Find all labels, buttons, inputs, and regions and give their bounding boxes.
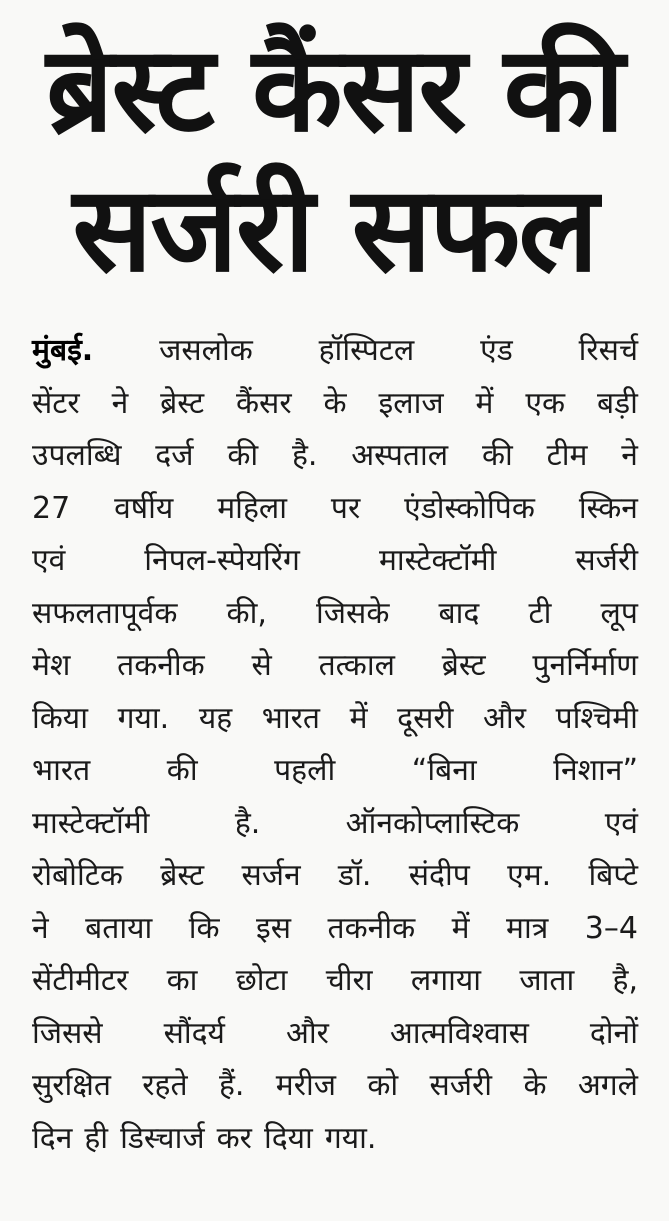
dateline: मुंबई.	[32, 333, 94, 368]
article-word: जिससे	[32, 1015, 103, 1051]
article-word: में	[451, 910, 470, 946]
article-word: हैं.	[218, 1068, 245, 1103]
article-word: मात्र	[506, 910, 549, 946]
article-word: ने	[32, 910, 49, 946]
article-word: दोनों	[589, 1015, 638, 1051]
article-word: इस	[256, 910, 292, 946]
article-line	[32, 325, 638, 378]
article-line	[32, 745, 638, 798]
article-word: सर्जरी	[575, 543, 638, 578]
article-word: सुरक्षित	[32, 1068, 111, 1103]
article-word: ने	[621, 438, 638, 473]
article-word: 3–4	[584, 910, 638, 946]
article-word: सर्जरी	[429, 1068, 493, 1103]
article-word: डॉ.	[338, 858, 372, 893]
article-line	[32, 483, 638, 536]
article-word: ऑनकोप्लास्टिक	[345, 805, 520, 841]
article-word: कि	[188, 910, 220, 946]
article-word: बिप्टे	[588, 858, 638, 893]
article-line	[32, 378, 638, 431]
article-word: एंड	[480, 333, 513, 368]
article-word: है.	[291, 438, 318, 473]
article-word: पुनर्निर्माण	[532, 648, 638, 683]
article-word: में	[349, 700, 368, 736]
article-word: हॉस्पिटल	[318, 333, 415, 368]
article-word: ब्रेस्ट	[441, 648, 486, 683]
article-word: रिसर्च	[578, 333, 638, 368]
article-word: यह	[198, 700, 233, 736]
article-word: जिसके	[316, 595, 390, 631]
article-word: निपल-स्पेयरिंग	[144, 543, 300, 578]
article-word: वर्षीय	[114, 490, 174, 526]
article-word: जाता	[519, 963, 575, 998]
article-word: छोटा	[235, 963, 288, 998]
article-word: लूप	[600, 595, 638, 631]
headline-line-2: सर्जरी सफल	[72, 160, 597, 298]
article-word: दिन	[32, 1120, 73, 1156]
article-word: भारत	[261, 700, 320, 736]
article-line	[32, 693, 638, 746]
article-word: गया.	[117, 700, 170, 736]
article-word: एक	[525, 385, 566, 421]
headline-line-1: ब्रेस्ट कैंसर की	[46, 20, 623, 158]
article-word: मरीज	[275, 1068, 336, 1103]
article-word: इलाज	[378, 385, 444, 421]
article-word: पहली	[274, 753, 336, 788]
article-word: की,	[226, 595, 267, 631]
article-word: के	[523, 1068, 547, 1103]
article-word: दूसरी	[397, 700, 454, 736]
article-word: टी	[528, 595, 552, 631]
article-body	[32, 325, 638, 1165]
article-word: संदीप	[408, 858, 470, 893]
article-line	[32, 1060, 638, 1113]
article-word: सफलतापूर्वक	[32, 595, 178, 631]
article-word: पर	[330, 490, 361, 526]
article-word: ही	[84, 1120, 109, 1156]
article-line	[32, 903, 638, 956]
article-word: किया	[32, 700, 88, 736]
article-word: मेश	[32, 648, 71, 683]
article-word: अस्पताल	[351, 438, 449, 473]
article-word: की	[227, 438, 259, 473]
article-word: के	[323, 385, 347, 421]
article-line	[32, 535, 638, 588]
article-word: और	[483, 700, 526, 736]
article-word: स्किन	[578, 490, 638, 526]
article-word: है.	[234, 805, 261, 841]
article-line	[32, 798, 638, 851]
article-word: में	[475, 385, 494, 421]
article-word: मास्टेक्टॉमी	[378, 543, 497, 578]
article-word: बताया	[85, 910, 153, 946]
article-word: की	[481, 438, 513, 473]
article-word: पश्चिमी	[555, 700, 638, 736]
article-word: एवं	[604, 805, 638, 841]
article-word: भारत	[32, 753, 91, 788]
article-word: निशान”	[553, 753, 638, 788]
article-word: अगले	[577, 1068, 638, 1103]
article-word: ने	[111, 385, 129, 421]
article-word: का	[166, 963, 198, 998]
article-word: दर्ज	[155, 438, 194, 473]
article-word: लगाया	[410, 963, 482, 998]
article-line	[32, 1113, 638, 1166]
article-line	[32, 1008, 638, 1061]
article-word: तकनीक	[117, 648, 205, 683]
article-word: एवं	[32, 543, 66, 578]
article-word: जसलोक	[159, 333, 253, 368]
article-word: गया.	[324, 1120, 377, 1156]
article-word: सेंटर	[32, 385, 80, 421]
article-line	[32, 640, 638, 693]
article-word: तकनीक	[327, 910, 416, 946]
article-word: एंडोस्कोपिक	[404, 490, 535, 526]
article-word: को	[367, 1068, 399, 1103]
article-word: दिया	[263, 1120, 313, 1156]
article-word: सेंटीमीटर	[32, 963, 129, 998]
article-word: बाद	[438, 595, 480, 631]
article-word: कर	[216, 1120, 252, 1156]
article-word: 27	[32, 490, 71, 526]
article-line	[32, 955, 638, 1008]
article-word: डिस्चार्ज	[120, 1120, 205, 1156]
article-word: की	[166, 753, 198, 788]
article-word: कैंसर	[236, 385, 292, 421]
article-word: सर्जन	[241, 858, 301, 893]
article-word: और	[285, 1015, 329, 1051]
article-word: उपलब्धि	[32, 438, 122, 473]
article-line	[32, 850, 638, 903]
article-word: आत्मविश्वास	[389, 1015, 529, 1051]
article-word: है,	[612, 963, 638, 998]
article-word: एम.	[507, 858, 552, 893]
article-word: टीम	[546, 438, 588, 473]
article-word: बड़ी	[596, 385, 638, 421]
article-word: रहते	[142, 1068, 188, 1103]
article-word: ब्रेस्ट	[160, 385, 205, 421]
article-word: ब्रेस्ट	[160, 858, 205, 893]
article-word: “बिना	[411, 753, 477, 788]
article-word: चीरा	[325, 963, 373, 998]
article-word: रोबोटिक	[32, 858, 123, 893]
article-word: से	[251, 648, 272, 683]
article-line	[32, 430, 638, 483]
article-word: महिला	[217, 490, 287, 526]
article-word: तत्काल	[318, 648, 395, 683]
article-word: सौंदर्य	[163, 1015, 225, 1051]
article-line	[32, 588, 638, 641]
article-word: मास्टेक्टॉमी	[32, 805, 150, 841]
